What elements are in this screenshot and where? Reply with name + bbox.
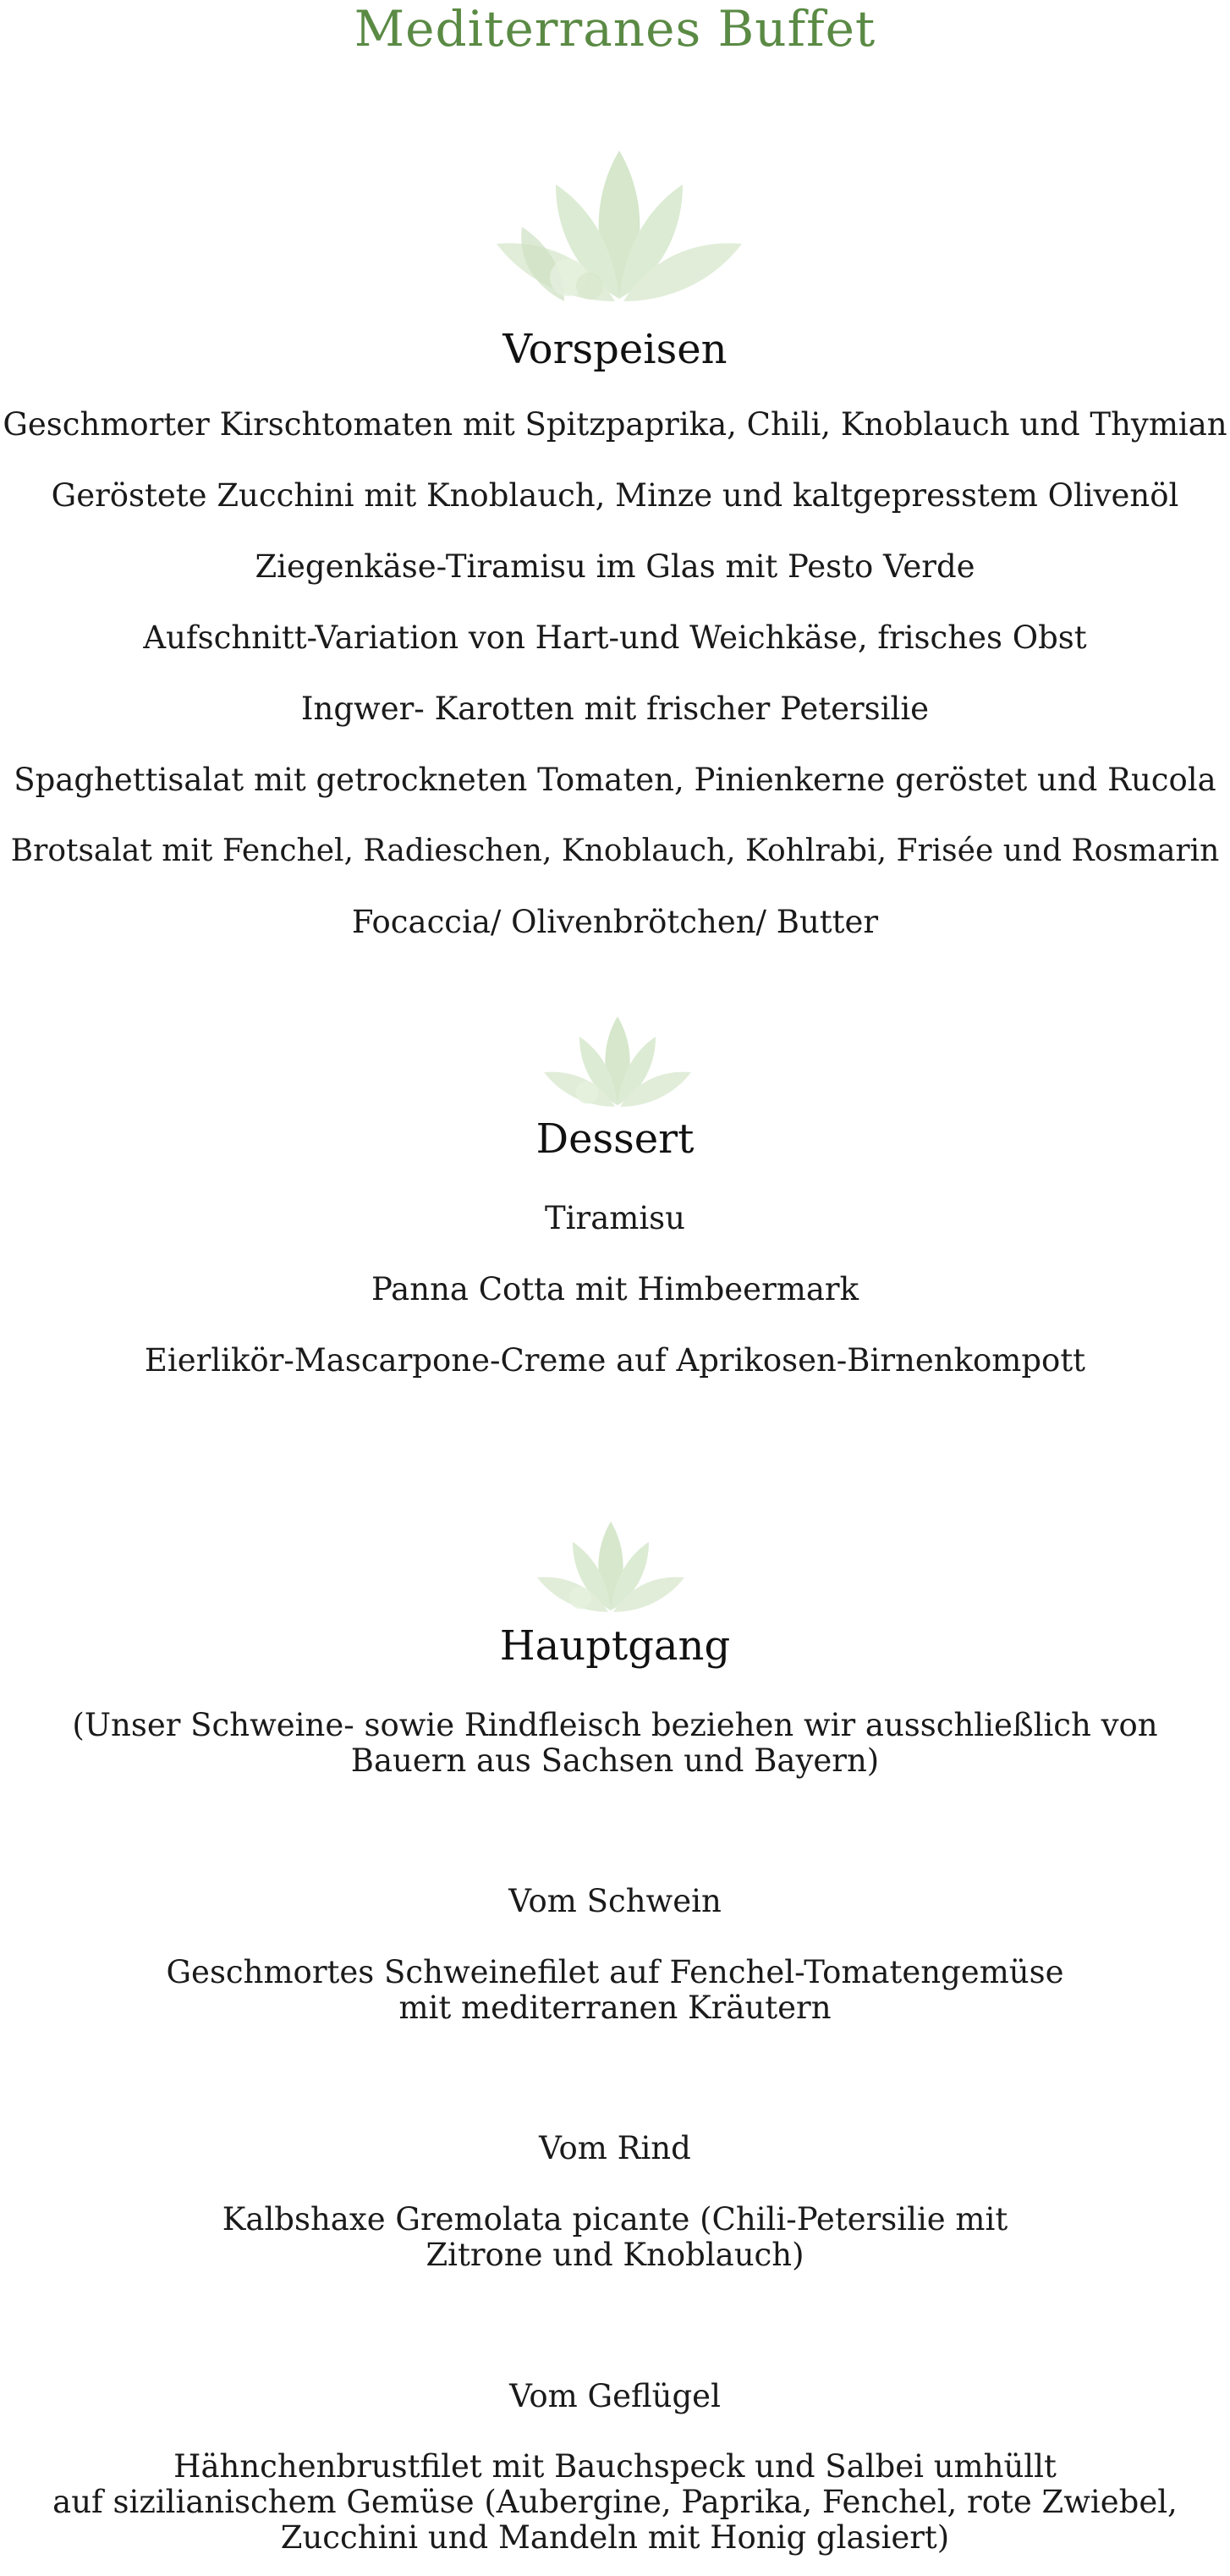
- leaf-ornament-icon: [488, 151, 750, 303]
- list-item: Ingwer- Karotten mit frischer Petersilie: [300, 691, 930, 727]
- list-item: Geschmorter Kirschtomaten mit Spitzpaprika, Chili, Knoblauch und Thymian: [3, 406, 1227, 443]
- list-item: Ziegenkäse-Tiramisu im Glas mit Pesto Verde: [255, 548, 975, 585]
- dish-line: Zitrone und Knoblauch): [426, 2237, 804, 2273]
- dish-gefluegel: [0, 2449, 1230, 2556]
- list-item: Tiramisu: [545, 1200, 685, 1236]
- list-item: Eierlikör-Mascarpone-Creme auf Aprikosen-Birnenkompott: [144, 1342, 1086, 1379]
- dish-rind: [0, 2202, 1230, 2273]
- list-item: Aufschnitt-Variation von Hart-und Weichkäse, frisches Obst: [143, 619, 1087, 656]
- dish-line: Zucchini und Mandeln mit Honig glasiert): [280, 2519, 950, 2556]
- note-line: (Unser Schweine- sowie Rindfleisch beziehen wir ausschließlich von: [72, 1707, 1158, 1743]
- list-item: Panna Cotta mit Himbeermark: [371, 1271, 859, 1307]
- subheading-gefluegel: Vom Geflügel: [509, 2378, 721, 2414]
- dish-line: mit mediterranen Kräutern: [398, 1990, 832, 2026]
- section-heading-vorspeisen: Vorspeisen: [502, 326, 728, 373]
- hauptgang-note: [0, 1708, 1230, 1779]
- leaf-ornament-icon: [532, 1521, 689, 1614]
- subheading-rind: Vom Rind: [539, 2130, 691, 2166]
- dish-schwein: [0, 1955, 1230, 2026]
- list-item: Focaccia/ Olivenbrötchen/ Butter: [351, 904, 879, 940]
- section-heading-dessert: Dessert: [535, 1115, 695, 1163]
- list-item: Brotsalat mit Fenchel, Radieschen, Knoblauch, Kohlrabi, Frisée und Rosmarin: [10, 834, 1220, 868]
- list-item: Geröstete Zucchini mit Knoblauch, Minze und kaltgepresstem Olivenöl: [51, 477, 1179, 514]
- dish-line: Hähnchenbrustfilet mit Bauchspeck und Salbei umhüllt: [173, 2448, 1057, 2485]
- note-line: Bauern aus Sachsen und Bayern): [350, 1742, 880, 1779]
- subheading-schwein: Vom Schwein: [508, 1883, 722, 1919]
- list-item: Spaghettisalat mit getrockneten Tomaten, Pinienkerne geröstet und Rucola: [14, 762, 1216, 798]
- dish-line: auf sizilianischem Gemüse (Aubergine, Paprika, Fenchel, rote Zwiebel,: [52, 2484, 1178, 2520]
- section-heading-hauptgang: Hauptgang: [499, 1622, 731, 1670]
- menu-title: Mediterranes Buffet: [354, 0, 876, 58]
- leaf-ornament-icon: [539, 1016, 696, 1109]
- dish-line: Geschmortes Schweinefilet auf Fenchel-Tomatengemüse: [166, 1954, 1064, 1990]
- dish-line: Kalbshaxe Gremolata picante (Chili-Petersilie mit: [222, 2201, 1008, 2237]
